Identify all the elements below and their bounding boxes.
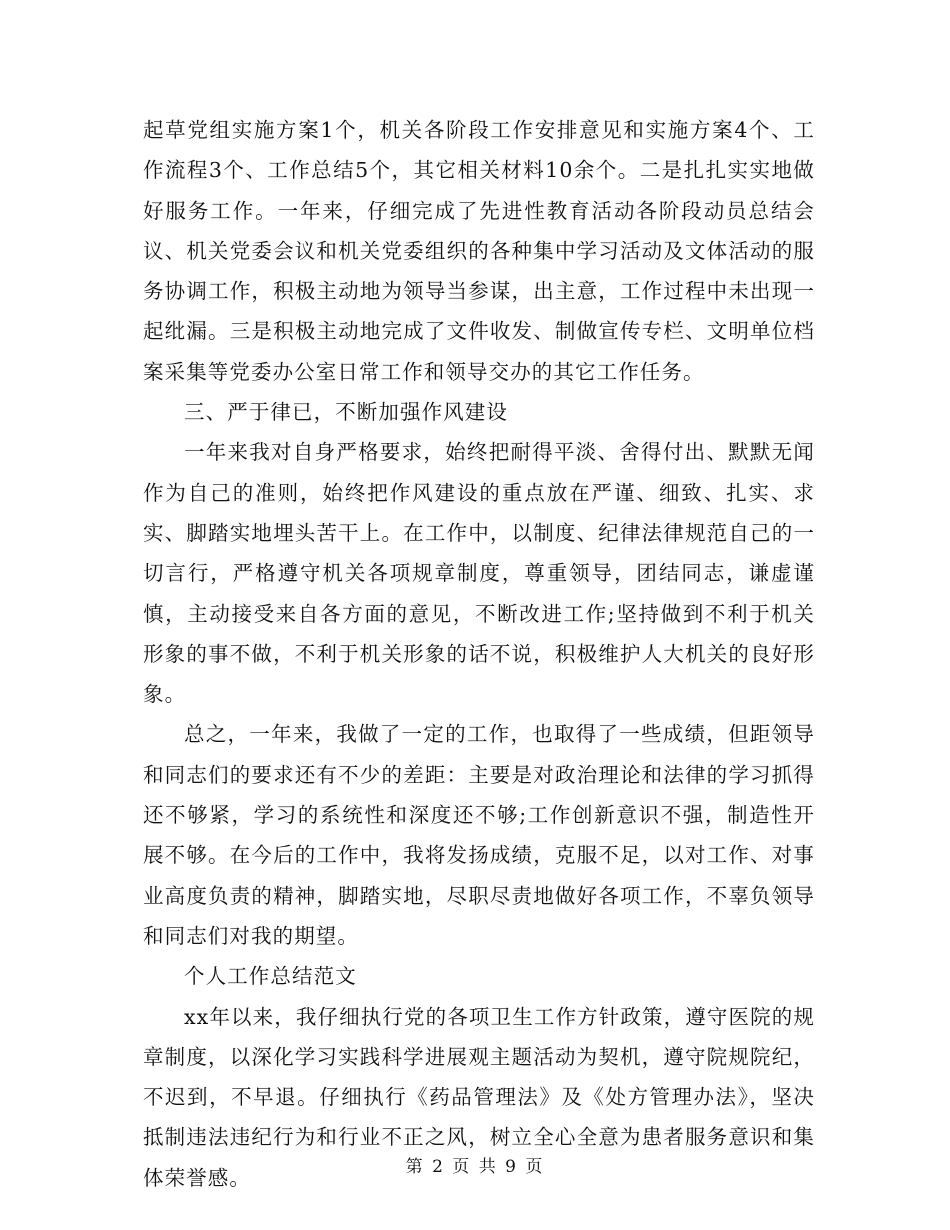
document-body <box>143 110 815 1198</box>
paragraph-self-discipline: 一年来我对自身严格要求，始终把耐得平淡、舍得付出、默默无闻作为自己的准则，始终把作风建设的重点放在严谨、细致、扎实、求实、脚踏实地埋头苦干上。在工作中，以制度、纪律法律规范自己的一切言行，严格遵守机关各项规章制度，尊重领导，团结同志，谦虚谨慎，主动接受来自各方面的意见，不断改进工作;坚持做到不利于机关形象的事不做，不利于机关形象的话不说，积极维护人大机关的良好形象。 <box>143 440 815 707</box>
page-number-footer: 第 2 页 共 9 页 <box>405 1157 545 1177</box>
paragraph-party-work-summary: 起草党组实施方案1个，机关各阶段工作安排意见和实施方案4个、工作流程3个、工作总结5个，其它相关材料10余个。二是扎扎实实地做好服务工作。一年来，仔细完成了先进性教育活动各阶段动员总结会议、机关党委会议和机关党委组织的各种集中学习活动及文体活动的服务协调工作，积极主动地为领导当参谋，出主意，工作过程中未出现一起纰漏。三是积极主动地完成了文件收发、制做宣传专栏、文明单位档案采集等党委办公室日常工作和领导交办的其它工作任务。 <box>143 118 815 384</box>
paragraph-hospital-work: xx年以来，我仔细执行党的各项卫生工作方针政策，遵守医院的规章制度，以深化学习实践科学进展观主题活动为契机，遵守院规院纪，不迟到，不早退。仔细执行《药品管理法》及《处方管理办法》，坚决抵制违法违纪行为和行业不正之风，树立全心全意为患者服务意识和集体荣誉感。 <box>143 1004 815 1190</box>
section-heading-discipline: 三、严于律已，不断加强作风建设 <box>184 400 508 425</box>
paragraph-conclusion: 总之，一年来，我做了一定的工作，也取得了一些成绩，但距领导和同志们的要求还有不少的差距：主要是对政治理论和法律的学习抓得还不够紧，学习的系统性和深度还不够;工作创新意识不强，制造性开展不够。在今后的工作中，我将发扬成绩，克服不足，以对工作、对事业高度负责的精神，脚踏实地，尽职尽责地做好各项工作，不辜负领导和同志们对我的期望。 <box>143 722 815 948</box>
section-heading-personal-summary: 个人工作总结范文 <box>184 964 357 989</box>
